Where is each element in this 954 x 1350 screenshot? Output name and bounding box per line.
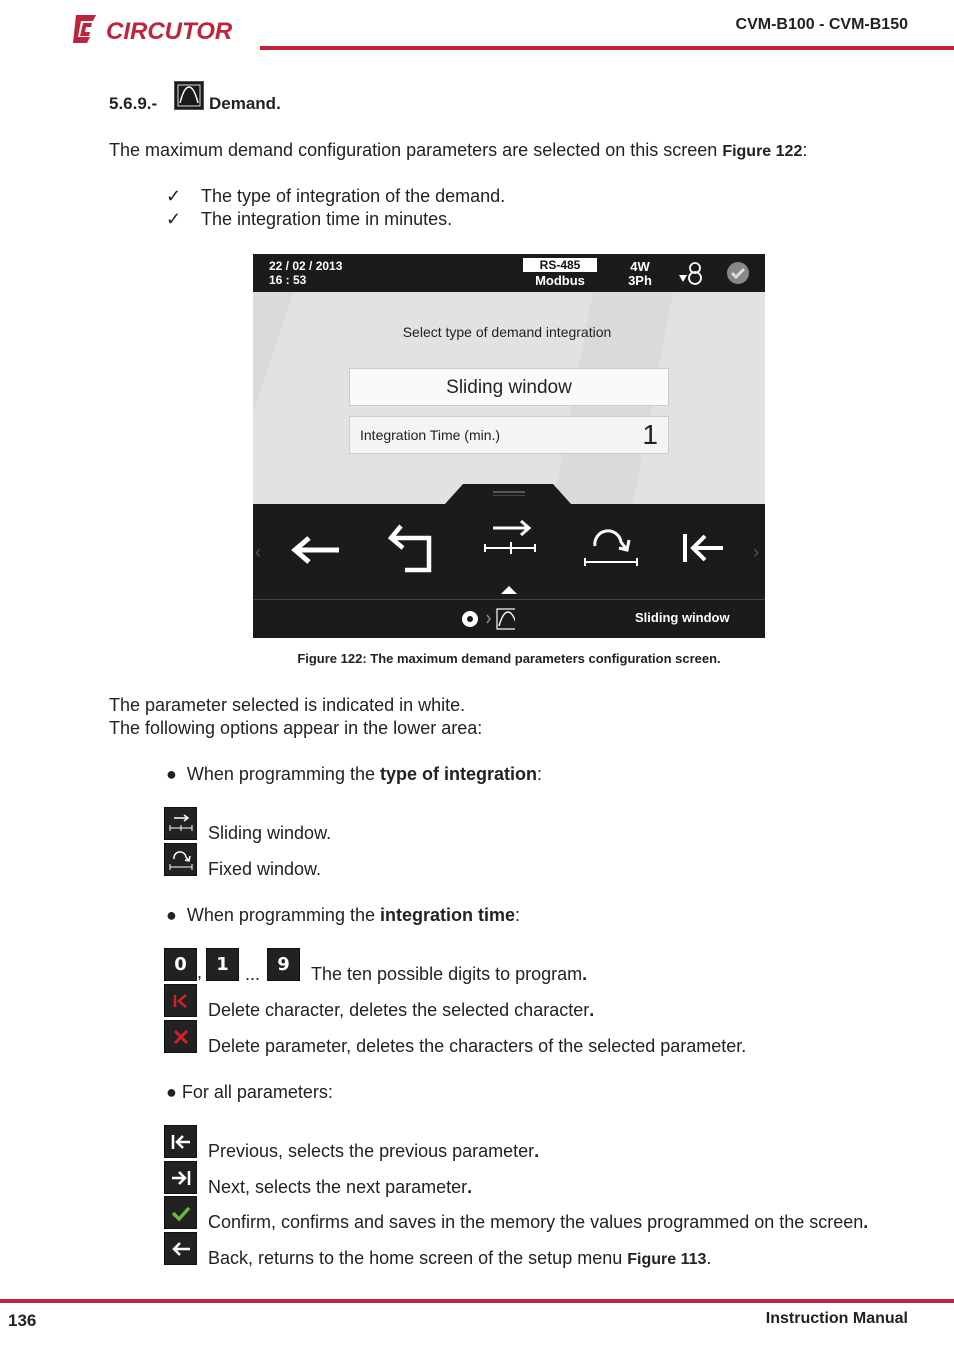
prompt-text: Select type of demand integration xyxy=(402,324,612,340)
previous-icon[interactable] xyxy=(164,1125,197,1158)
section-number: 5.6.9.- xyxy=(109,94,158,113)
date-display: 22 / 02 / 2013 xyxy=(269,259,343,273)
expand-up-icon[interactable] xyxy=(501,582,517,600)
figure-caption: Figure 122: The maximum demand parameters configuration screen. xyxy=(297,651,721,666)
option-sliding-window: Sliding window. xyxy=(208,823,332,843)
back-description: Back, returns to the home screen of the setup menu Figure 113. xyxy=(208,1248,712,1268)
paragraph-line: The parameter selected is indicated in white. xyxy=(109,695,466,715)
phase-sequence-icon xyxy=(677,260,705,291)
status-mode-label: Sliding window xyxy=(635,610,730,625)
figure-reference[interactable]: Figure 113 xyxy=(627,1251,707,1268)
wiring-bottom-label: 3Ph xyxy=(628,273,652,288)
digit-0-key[interactable]: 0 xyxy=(164,948,197,981)
brand-name: CIRCUTOR xyxy=(106,18,233,45)
digit-9-key[interactable]: 9 xyxy=(267,948,300,981)
integration-time-label: Integration Time (min.) xyxy=(360,427,501,443)
next-description: Next, selects the next parameter. xyxy=(208,1177,473,1197)
footer-rule xyxy=(0,1299,954,1303)
page-number: 136 xyxy=(8,1311,37,1330)
digit-1-key[interactable]: 1 xyxy=(206,948,239,981)
demand-icon xyxy=(174,81,204,110)
time-display: 16 : 53 xyxy=(269,273,307,287)
previous-description: Previous, selects the previous parameter. xyxy=(208,1141,540,1161)
fixed-window-icon[interactable] xyxy=(164,843,197,876)
device-toolbar xyxy=(253,504,765,638)
status-bar xyxy=(253,254,765,292)
manual-title: Instruction Manual xyxy=(765,1310,908,1327)
device-previous-icon[interactable] xyxy=(681,530,727,571)
confirm-status-icon xyxy=(726,261,750,290)
protocol-label: Modbus xyxy=(535,273,585,288)
section-title: Demand. xyxy=(209,94,281,113)
delete-parameter-description: Delete parameter, deletes the characters of the selected parameter. xyxy=(208,1036,747,1056)
screen-body xyxy=(253,292,765,504)
device-screen xyxy=(253,254,765,638)
device-sliding-window-icon[interactable] xyxy=(481,518,541,571)
digit-separator: , xyxy=(197,962,203,982)
rs485-badge: RS-485 xyxy=(523,258,597,272)
figure-reference[interactable]: Figure 122 xyxy=(722,143,803,160)
integration-time-value: 1 xyxy=(642,419,658,450)
sliding-window-icon[interactable] xyxy=(164,807,197,840)
integration-type-field[interactable]: Sliding window xyxy=(349,368,669,406)
bullet-type-integration: ● When programming the type of integration: xyxy=(166,764,542,784)
delete-parameter-icon[interactable] xyxy=(164,1020,197,1053)
scroll-left-icon: ‹ xyxy=(255,542,261,562)
device-undo-icon[interactable] xyxy=(383,522,443,583)
settings-icon xyxy=(459,607,515,636)
delete-character-description: Delete character, deletes the selected character. xyxy=(208,1000,595,1020)
confirm-icon[interactable] xyxy=(164,1196,197,1229)
digit-ellipsis: ... xyxy=(245,964,261,984)
option-fixed-window: Fixed window. xyxy=(208,859,322,879)
integration-time-field[interactable] xyxy=(349,416,669,454)
checklist-item: ✓ The type of integration of the demand. xyxy=(166,186,506,206)
confirm-description: Confirm, confirms and saves in the memory the values programmed on the screen. xyxy=(208,1212,869,1232)
device-back-icon[interactable] xyxy=(289,530,343,575)
header-rule xyxy=(260,46,954,50)
bullet-integration-time: ● When programming the integration time: xyxy=(166,905,521,925)
next-icon[interactable] xyxy=(164,1161,197,1194)
device-fixed-window-icon[interactable] xyxy=(583,526,641,575)
paragraph-line: The following options appear in the lower area: xyxy=(109,718,483,738)
check-icon: ✓ xyxy=(166,186,182,206)
check-icon: ✓ xyxy=(166,209,182,229)
bullet-all-parameters: ● For all parameters: xyxy=(166,1082,333,1102)
scroll-right-icon: › xyxy=(753,542,759,562)
intro-paragraph: The maximum demand configuration parameters are selected on this screen Figure 122: xyxy=(109,140,808,160)
checklist-item: ✓ The integration time in minutes. xyxy=(166,209,453,229)
wiring-top-label: 4W xyxy=(630,259,650,274)
model-name: CVM-B100 - CVM-B150 xyxy=(735,16,908,33)
digits-description: The ten possible digits to program. xyxy=(311,964,588,984)
back-icon[interactable] xyxy=(164,1232,197,1265)
delete-character-icon[interactable] xyxy=(164,984,197,1017)
